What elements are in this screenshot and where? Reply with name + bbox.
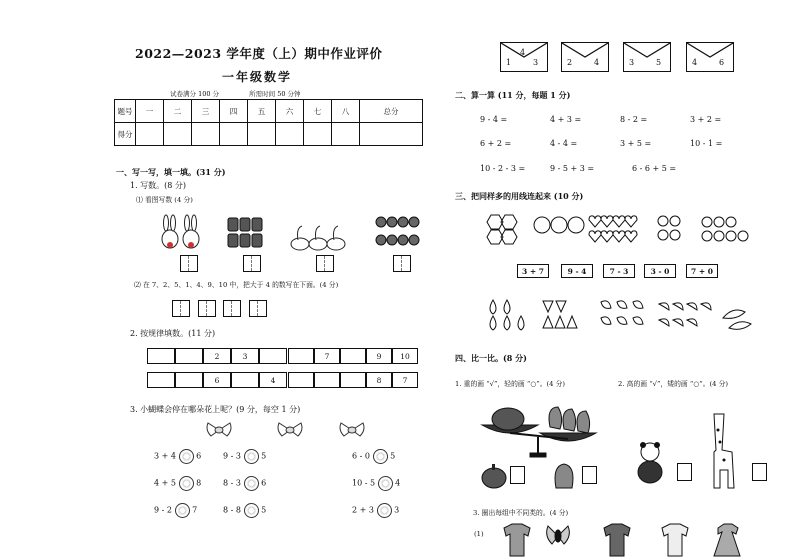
answer-grid[interactable] [198,300,216,317]
col-6: 六 [276,100,304,123]
seq-cell: 2 [203,348,231,364]
sequence-row [288,348,418,364]
score-cell[interactable] [360,123,423,146]
section4-heading: 四、比一比。(8 分) [455,353,527,363]
answer-box[interactable] [677,463,692,481]
seq-cell: 8 [366,372,392,388]
flower-problem: 6 - 0 5 [352,449,395,464]
rabbit-picture [160,213,210,253]
seq-cell: 10 [392,348,418,364]
answer-grid[interactable] [249,300,267,317]
flower-problem: 10 - 5 4 [352,476,400,491]
seq-cell[interactable] [147,372,175,388]
col-5: 五 [248,100,276,123]
q2-title: 2. 按规律填数。(11 分) [130,329,216,338]
score-cell[interactable] [332,123,360,146]
expression-card[interactable]: 3 + 7 [517,264,549,278]
answer-grid[interactable] [316,255,334,272]
balance-scale-picture [480,403,600,459]
exam-time: 所需时间 50 分钟 [249,90,301,98]
cabbage-icon [550,462,578,490]
expression-card[interactable]: 3 - 0 [644,264,676,278]
flower-problem: 4 + 5 8 [154,476,201,491]
q1-title: 1. 写数。(8 分) [130,181,187,190]
seq-cell[interactable] [314,372,340,388]
calc-item: 4 - 4 = [550,139,578,148]
score-cell[interactable] [276,123,304,146]
q1-2-title: ⑵ 在 7、2、5、1、4、9、10 中，把大于 4 的数写在下面。(4 分) [134,281,339,289]
exam-info [170,89,329,98]
score-cell[interactable] [164,123,192,146]
butterfly-icon [276,421,304,439]
seq-cell: 4 [259,372,287,388]
flower-icon [244,476,259,491]
seq-cell: 7 [314,348,340,364]
answer-grid[interactable] [223,300,241,317]
answer-grid[interactable] [172,300,190,317]
seq-cell[interactable] [147,348,175,364]
score-table [114,99,423,146]
calc-item: 6 + 2 = [480,139,512,148]
seq-cell[interactable] [259,348,287,364]
seq-cell[interactable] [175,372,203,388]
envelope: 4 6 [686,42,734,72]
q3-title: 3. 小蝴蝶会停在哪朵花上呢？(9 分，每空 1 分) [130,405,301,414]
col-2: 二 [164,100,192,123]
flower-icon [175,503,190,518]
answer-grid[interactable] [243,255,261,272]
envelope: 3 5 [623,42,671,72]
seq-cell[interactable] [340,348,366,364]
seq-cell: 9 [366,348,392,364]
flower-icon [377,503,392,518]
jar-picture [226,214,276,250]
score-cell[interactable] [304,123,332,146]
answer-grid[interactable] [180,255,198,272]
section1-heading: 一、写一写，填一填。(31 分) [116,167,226,177]
row-label-score: 得分 [115,123,136,146]
seq-cell[interactable] [288,348,314,364]
flower-icon [373,449,388,464]
flower-problem: 9 - 3 5 [223,449,266,464]
calc-item: 10 - 1 = [690,139,723,148]
q1-1-title: ⑴ 看图写数 (4 分) [136,196,193,204]
giraffe-icon [708,410,740,490]
score-cell[interactable] [248,123,276,146]
goose-picture [290,220,354,254]
section2-heading: 二、算一算 (11 分，每题 1 分) [455,90,571,100]
page-title: 2022—2023 学年度（上）期中作业评价 [135,46,383,61]
butterfly-icon [338,421,366,439]
compare-height-title: 2. 高的画 “√”，矮的画 “○”。(4 分) [618,380,729,388]
calc-item: 3 + 2 = [690,115,722,124]
calc-item: 10 - 2 - 3 = [480,164,526,173]
flower-problem: 9 - 2 7 [154,503,197,518]
shape-groups-top [483,213,753,245]
seq-cell[interactable] [231,372,259,388]
expression-card[interactable]: 7 + 0 [686,264,718,278]
calc-item: 4 + 3 = [550,115,582,124]
calc-item: 8 - 2 = [620,115,648,124]
score-cell[interactable] [220,123,248,146]
row-label-number: 题号 [115,100,136,123]
clothing-group-picture [500,522,760,560]
lollipop-picture [374,214,424,250]
sequence-row [147,372,287,388]
compare-weight-title: 1. 重的画 “√”，轻的画 “○”。(4 分) [455,380,566,388]
calc-item: 9 - 5 + 3 = [550,164,595,173]
col-4: 四 [220,100,248,123]
answer-box[interactable] [510,466,525,484]
answer-box[interactable] [582,466,597,484]
section3-heading: 三、把同样多的用线连起来 (10 分) [455,191,584,201]
seq-cell[interactable] [340,372,366,388]
flower-problem: 8 - 3 6 [223,476,266,491]
flower-icon [378,476,393,491]
expression-card[interactable]: 7 - 3 [603,264,635,278]
calc-item: 6 - 6 + 5 = [632,164,677,173]
shape-groups-bottom [483,298,758,334]
flower-problem: 2 + 3 3 [352,503,399,518]
col-7: 七 [304,100,332,123]
flower-problem: 8 - 8 5 [223,503,266,518]
odd-one-out-title: 3. 圈出每组中不同类的。(4 分) [473,509,569,517]
col-8: 八 [332,100,360,123]
seq-cell: 6 [203,372,231,388]
expression-card[interactable]: 9 - 4 [561,264,593,278]
butterfly-icon [205,421,233,439]
seq-cell: 3 [231,348,259,364]
sequence-row [147,348,287,364]
seq-cell[interactable] [288,372,314,388]
col-total: 总分 [360,100,423,123]
answer-grid[interactable] [393,255,411,272]
flower-problem: 3 + 4 6 [154,449,201,464]
sequence-row [288,372,418,388]
answer-box[interactable] [752,463,767,481]
flower-icon [179,476,194,491]
col-1: 一 [136,100,164,123]
col-3: 三 [192,100,220,123]
flower-icon [244,449,259,464]
panda-icon [630,440,670,484]
pumpkin-icon [480,462,508,490]
flower-icon [244,503,259,518]
seq-cell[interactable] [175,348,203,364]
seq-cell: 7 [392,372,418,388]
envelope: 4 1 3 [500,42,548,72]
flower-icon [179,449,194,464]
full-score: 试卷满分 100 分 [170,90,220,98]
score-cell[interactable] [136,123,164,146]
envelope: 2 4 [561,42,609,72]
calc-item: 9 - 4 = [480,115,508,124]
group-label: (1) [474,530,484,538]
score-cell[interactable] [192,123,220,146]
page-subtitle: 一年级数学 [222,70,293,84]
calc-item: 3 + 5 = [620,139,652,148]
